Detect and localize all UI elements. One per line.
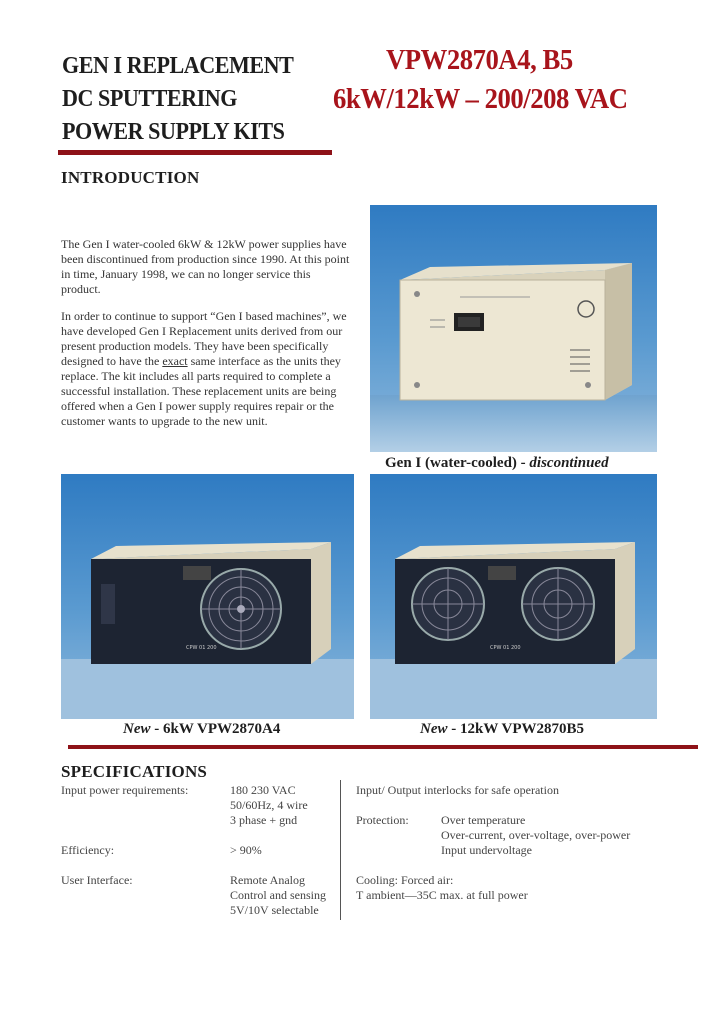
b5-new-label: New — [420, 721, 448, 737]
spec-ui-remote: Remote Analog — [230, 873, 305, 887]
model-number: VPW2870A4, B5 — [386, 44, 573, 76]
a4-photo — [61, 474, 354, 719]
b5-caption-text: - 12kW VPW2870B5 — [447, 721, 585, 737]
b5-caption — [420, 721, 584, 738]
b5-panel-label: CPW 01 200 — [490, 645, 521, 651]
spec-input-label: Input power requirements: — [61, 783, 189, 797]
intro-paragraph-2 — [61, 309, 353, 429]
specs-heading: SPECIFICATIONS — [61, 762, 208, 781]
spec-ui-values — [230, 873, 326, 918]
spec-protection-temp: Over temperature — [441, 813, 526, 827]
power-rating: 6kW/12kW – 200/208 VAC — [333, 83, 628, 115]
title-line-2: DC SPUTTERING — [62, 86, 237, 112]
spec-input-frequency: 50/60Hz, 4 wire — [230, 798, 308, 812]
title-line-3: POWER SUPPLY KITS — [62, 119, 285, 145]
spec-efficiency-value: > 90% — [230, 843, 262, 857]
document-title — [62, 50, 293, 149]
gen1-caption — [385, 455, 609, 472]
spec-input-voltage: 180 230 VAC — [230, 783, 296, 797]
spec-input-phase: 3 phase + gnd — [230, 813, 298, 827]
spec-ui-label: User Interface: — [61, 873, 133, 887]
spec-input-values — [230, 783, 308, 828]
specs-rule — [68, 745, 698, 749]
spec-ui-control: Control and sensing — [230, 888, 326, 902]
gen1-caption-text: Gen I (water-cooled) - — [385, 455, 530, 471]
spec-efficiency-label: Efficiency: — [61, 843, 115, 857]
a4-caption — [123, 721, 280, 738]
gen1-caption-status: discontinued — [529, 455, 609, 471]
b5-unit-illustration — [370, 474, 657, 719]
a4-new-label: New — [123, 721, 151, 737]
a4-panel-label: CPW 01 200 — [186, 645, 217, 651]
specs-column-divider — [340, 780, 341, 920]
spec-protection-under: Input undervoltage — [441, 843, 532, 857]
gen1-unit-illustration — [370, 205, 657, 452]
intro-heading: INTRODUCTION — [61, 168, 200, 187]
spec-ui-selectable: 5V/10V selectable — [230, 903, 319, 917]
spec-protection-label: Protection: — [356, 813, 409, 827]
b5-photo — [370, 474, 657, 719]
spec-interlocks: Input/ Output interlocks for safe operation — [356, 783, 559, 797]
gen1-photo — [370, 205, 657, 452]
intro-p2-start: In order to continue to support “Gen I based machines”, we have developed Gen I Replacement units derived from our present production models. They have been specifically designed to have the — [61, 309, 347, 368]
intro-paragraph-1: The Gen I water-cooled 6kW & 12kW power supplies have been discontinued from production since 1990. At this point in time, January 1998, we can no longer service this product. — [61, 237, 350, 296]
intro-text — [61, 237, 353, 441]
a4-unit-illustration — [61, 474, 354, 719]
spec-cooling: Cooling: Forced air: — [356, 873, 454, 887]
header-rule — [58, 150, 332, 155]
spec-ambient: T ambient—35C max. at full power — [356, 888, 528, 902]
title-line-1: GEN I REPLACEMENT — [62, 53, 294, 79]
intro-p2-emphasis: exact — [162, 354, 188, 368]
intro-p2-end: same interface as the units they replace. The kit includes all parts required to complete a successful installation. These replacement units are being offered when a Gen I power supply requires repair or the customer wants to upgrade to the new unit. — [61, 354, 341, 428]
a4-caption-text: - 6kW VPW2870A4 — [150, 721, 281, 737]
spec-protection-over: Over-current, over-voltage, over-power — [441, 828, 631, 842]
spec-protection-values — [441, 813, 630, 858]
